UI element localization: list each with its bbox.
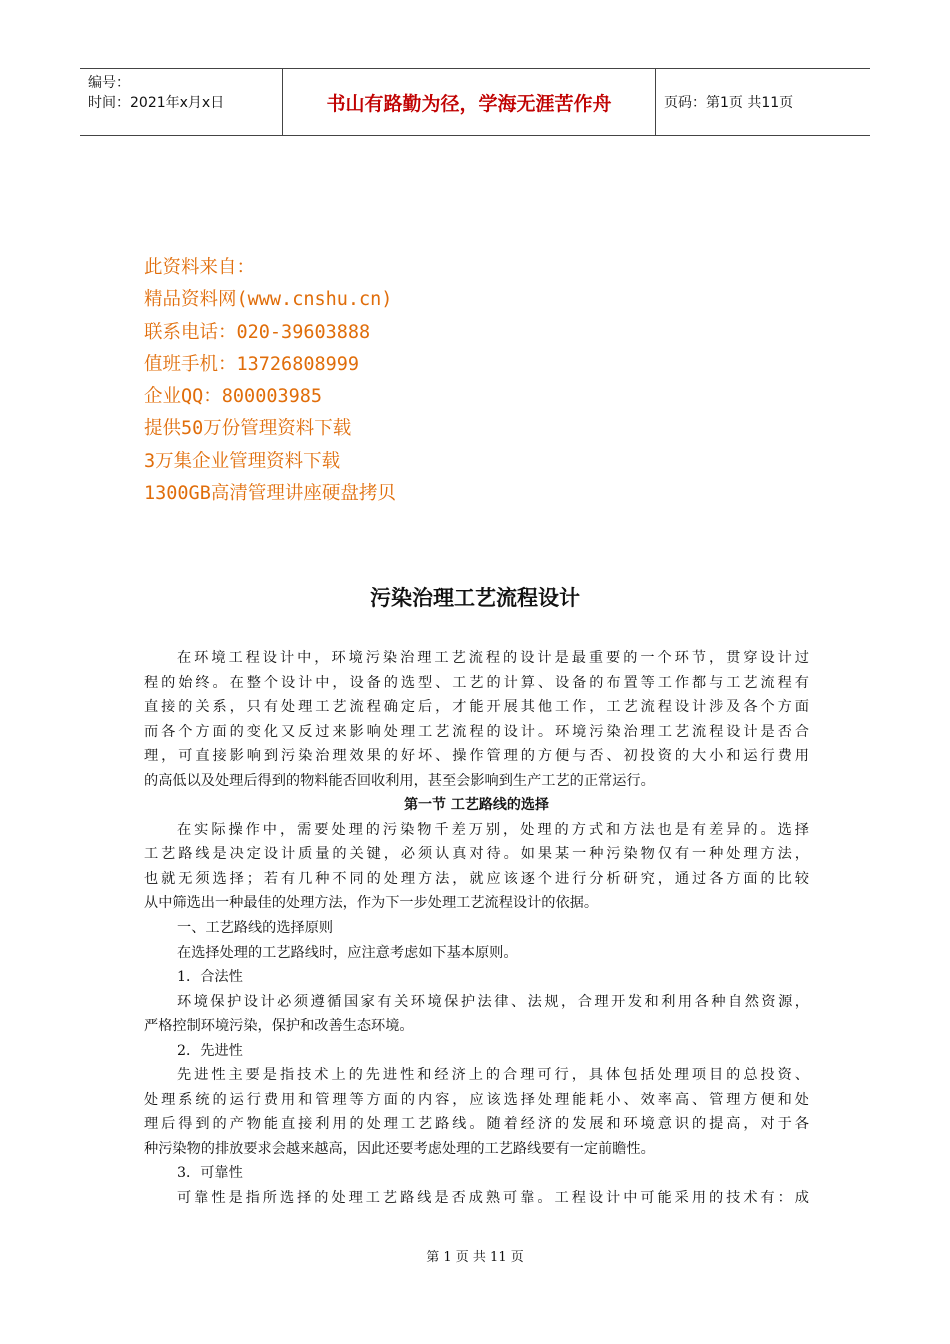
body-text-line: 严格控制环境污染，保护和改善生态环境。 (144, 1018, 414, 1035)
source-info-line: 企业QQ：800003985 (144, 386, 323, 408)
body-text-line: 先进性主要是指技术上的先进性和经济上的合理可行，具体包括处理项目的总投资、 (177, 1067, 809, 1084)
body-text-line: 也就无须选择；若有几种不同的处理方法，就应该逐个进行分析研究，通过各方面的比较 (144, 870, 809, 887)
body-text-line: 在环境工程设计中，环境污染治理工艺流程的设计是最重要的一个环节，贯穿设计过 (177, 650, 809, 666)
body-text-line: 可靠性是指所选择的处理工艺路线是否成熟可靠。工程设计中可能采用的技术有：成 (177, 1190, 809, 1207)
source-info-line: 3万集企业管理资料下载 (144, 450, 341, 472)
body-text-line: 处理系统的运行费用和管理等方面的内容，应该选择处理能耗小、效率高、管理方便和处 (144, 1091, 809, 1108)
body-text-line: 2．先进性 (177, 1042, 243, 1059)
source-info-block (144, 252, 396, 510)
document-title: 污染治理工艺流程设计 (370, 586, 580, 610)
header-page-code: 页码：第1页 共11页 (664, 95, 794, 111)
body-text-line: 3．可靠性 (177, 1165, 243, 1182)
body-text-line: 理后得到的产物能直接利用的处理工艺路线。随着经济的发展和环境意识的提高，对于各 (144, 1116, 809, 1133)
body-text-line: 在选择处理的工艺路线时，应注意考虑如下基本原则。 (177, 944, 518, 961)
body-text-line: 程的始终。在整个设计中，设备的选型、工艺的计算、设备的布置等工作都与工艺流程有 (144, 674, 809, 691)
body-text-line: 一、工艺路线的选择原则 (177, 920, 334, 937)
source-info-line: 精品资料网(www.cnshu.cn) (144, 289, 393, 311)
source-info-line: 1300GB高清管理讲座硬盘拷贝 (144, 483, 396, 505)
body-text-line: 而各个方面的变化又反过来影响处理工艺流程的设计。环境污染治理工艺流程设计是否合 (144, 723, 809, 740)
body-text-line: 在实际操作中，需要处理的污染物千差万别，处理的方式和方法也是有差异的。选择 (177, 821, 809, 838)
section-heading: 第一节 工艺路线的选择 (404, 797, 549, 814)
document-number-label: 编号： (88, 75, 130, 91)
body-text-line: 从中筛选出一种最佳的处理方法，作为下一步处理工艺流程设计的依据。 (144, 895, 599, 912)
body-text-line: 种污染物的排放要求会越来越高，因此还要考虑处理的工艺路线要有一定前瞻性。 (144, 1140, 655, 1157)
source-info-line: 提供50万份管理资料下载 (144, 418, 352, 440)
source-info-line: 联系电话：020-39603888 (144, 321, 371, 343)
header-motto: 书山有路勤为径，学海无涯苦作舟 (282, 69, 656, 135)
body-text-line: 直接的关系，只有处理工艺流程确定后，才能开展其他工作，工艺流程设计涉及各个方面 (144, 699, 809, 716)
body-text-line: 环境保护设计必须遵循国家有关环境保护法律、法规，合理开发和利用各种自然资源， (177, 993, 809, 1010)
document-body (144, 646, 809, 1211)
body-text-line: 工艺路线是决定设计质量的关键，必须认真对待。如果某一种污染物仅有一种处理方法， (144, 846, 809, 863)
body-text-line: 的高低以及处理后得到的物料能否回收利用，甚至会影响到生产工艺的正常运行。 (144, 772, 655, 789)
body-text-line: 理，可直接影响到污染治理效果的好坏、操作管理的方便与否、初投资的大小和运行费用 (144, 748, 809, 765)
page-header (80, 68, 870, 136)
header-meta-cell (80, 69, 282, 135)
page-footer: 第 1 页 共 11 页 (426, 1250, 524, 1265)
source-info-line: 此资料来自： (144, 257, 256, 278)
document-date: 时间：2021年x月x日 (88, 95, 225, 111)
body-text-line: 1．合法性 (177, 969, 243, 986)
source-info-line: 值班手机：13726808999 (144, 353, 360, 375)
